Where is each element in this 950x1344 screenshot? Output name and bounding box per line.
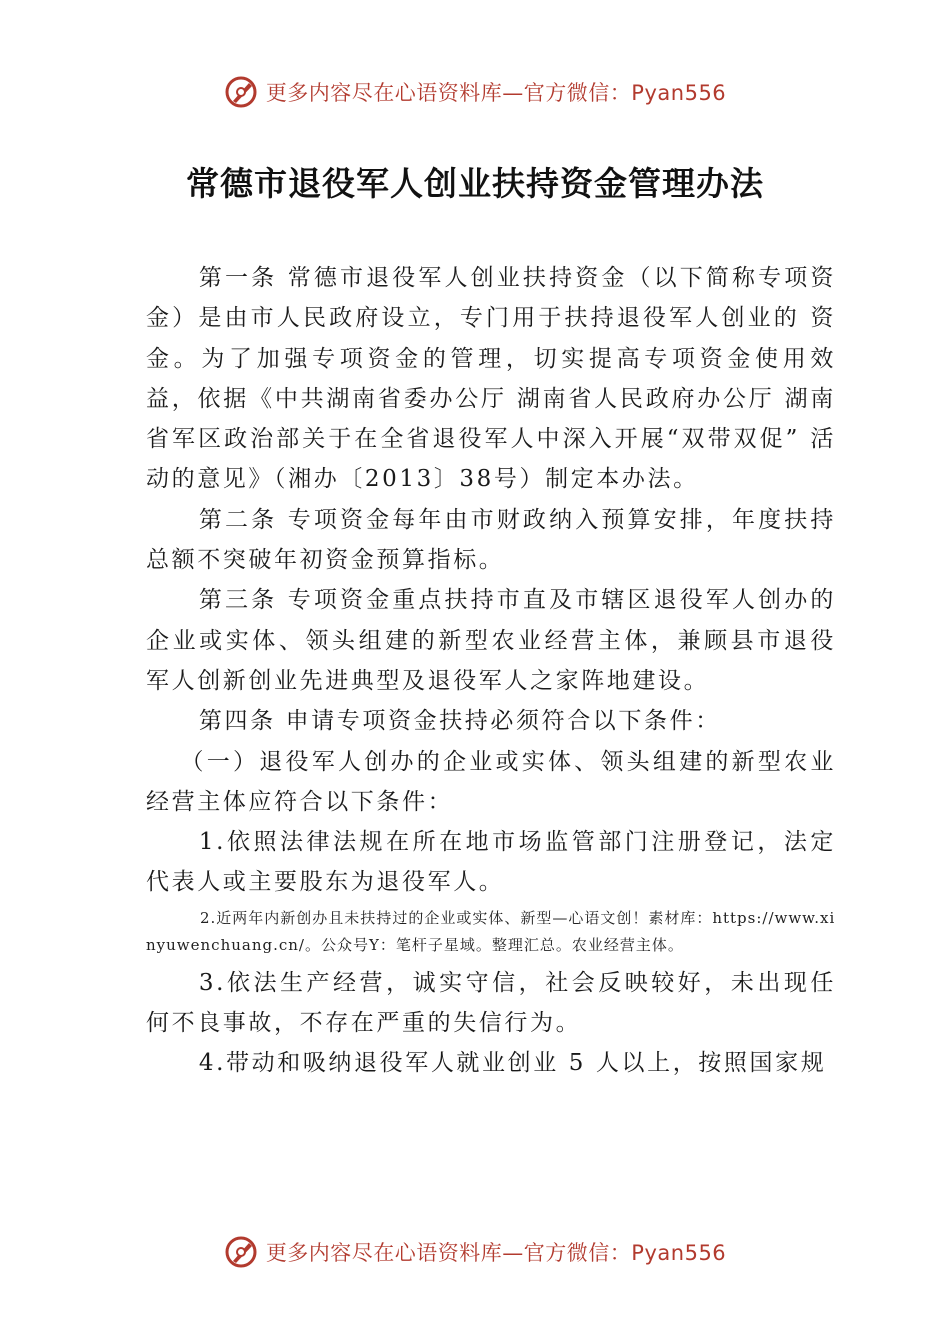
header-banner	[0, 70, 950, 114]
document-body	[146, 258, 836, 1084]
circle-pen-logo-icon	[224, 75, 258, 109]
footer-banner-text: 更多内容尽在心语资料库—官方微信：Pyan556	[265, 1241, 727, 1265]
article-4: 第四条 申请专项资金扶持必须符合以下条件：	[198, 708, 721, 735]
circle-pen-logo-icon	[224, 1235, 258, 1269]
article-1: 第一条 常德市退役军人创业扶持资金（以下简称专项资金）是由市人民政府设立，专门用于扶持退役军人创业的 资金。为了加强专项资金的管理，切实提高专项资金使用效 益，依据《中共湖南省委办公厅 湖南省人民政府办公厅 湖南省军区政治部关于在全省退役军人中深入开展“双带双促” 活动的意见》（湘办〔2013〕38号）制定本办法。	[146, 265, 836, 493]
item-3: 3.依法生产经营，诚实守信，社会反映较好，未出现任何不良事故，不存在严重的失信行为。	[146, 969, 836, 1037]
header-banner-text: 更多内容尽在心语资料库—官方微信：Pyan556	[265, 81, 727, 105]
article-2: 第二条 专项资金每年由市财政纳入预算安排，年度扶持总额不突破年初资金预算指标。	[146, 506, 836, 574]
footer-banner	[0, 1230, 950, 1274]
document-title: 常德市退役军人创业扶持资金管理办法	[186, 164, 764, 203]
article-3: 第三条 专项资金重点扶持市直及市辖区退役军人创办的企业或实体、领头组建的新型农业经营主体，兼顾县市退役军人创新创业先进典型及退役军人之家阵地建设。	[146, 587, 836, 694]
item-4: 4.带动和吸纳退役军人就业创业 5 人以上，按照国家规	[198, 1050, 827, 1077]
item-1: 1.依照法律法规在所在地市场监管部门注册登记，法定代表人或主要股东为退役军人。	[146, 829, 836, 896]
clause-1: （一）退役军人创办的企业或实体、领头组建的新型农业经营主体应符合以下条件：	[146, 748, 836, 815]
item-2-note: 2.近两年内新创办且未扶持过的企业或实体、新型—心语文创！素材库：https://www.xinyuwenchuang.cn/。公众号Y：笔杆子星域。整理汇总。农业经营主体。	[146, 908, 836, 954]
